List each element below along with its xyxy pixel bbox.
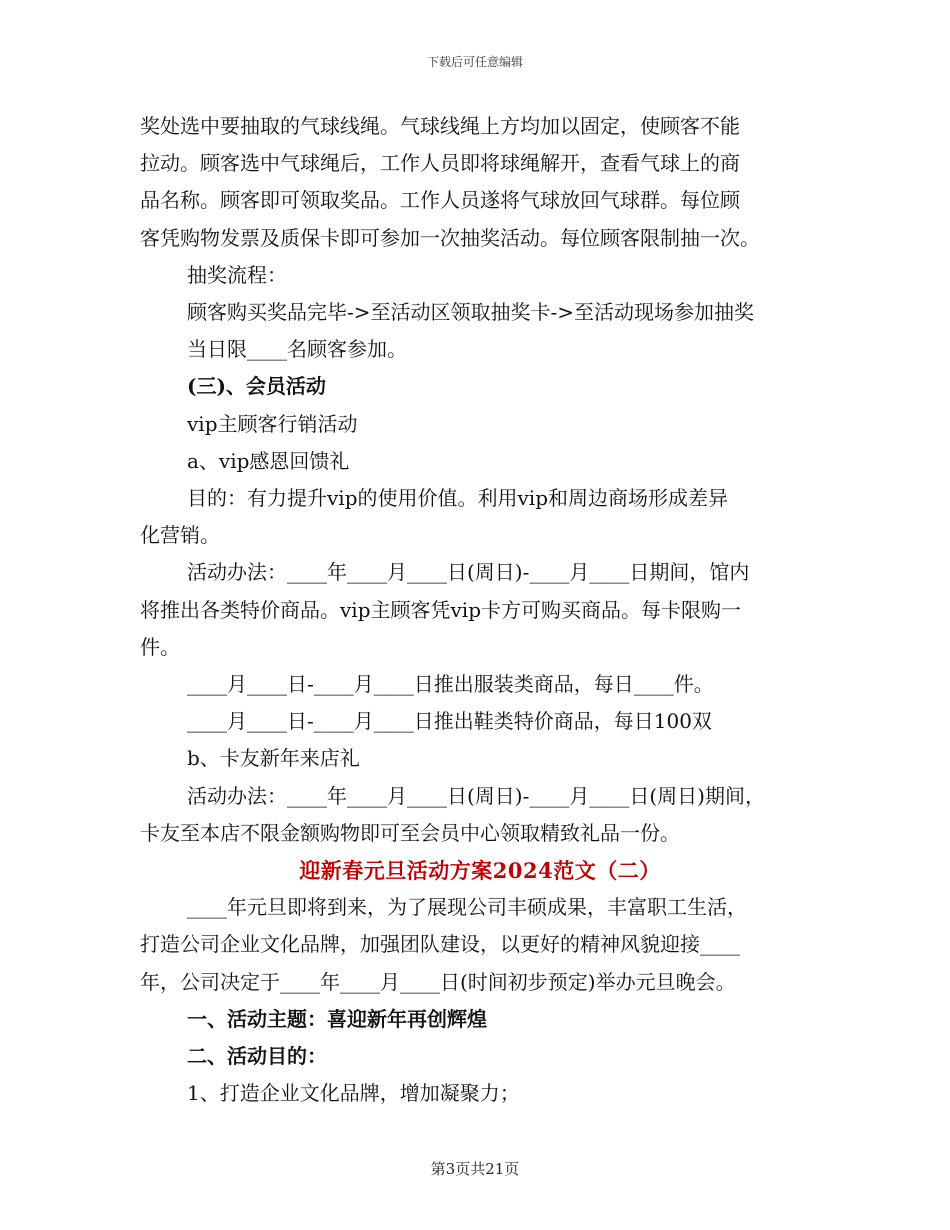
paragraph-line: ____月____日-____月____日推出鞋类特价商品，每日100双 <box>187 709 712 734</box>
paragraph-line: 卡友至本店不限金额购物即可至会员中心领取精致礼品一份。 <box>140 820 680 845</box>
document-title: 迎新春元旦活动方案2024范文（二） <box>299 858 661 884</box>
paragraph-line: 当日限____名顾客参加。 <box>187 337 407 362</box>
paragraph-line: ____年元旦即将到来，为了展现公司丰硕成果，丰富职工生活， <box>187 895 747 920</box>
page-number: 第3页共21页 <box>430 1160 520 1178</box>
paragraph-line: 顾客购买奖品完毕->至活动区领取抽奖卡->至活动现场参加抽奖 <box>187 300 755 325</box>
paragraph-line: 年，公司决定于____年____月____日(时间初步预定)举办元旦晚会。 <box>140 969 736 994</box>
paragraph-line: 件。 <box>140 634 180 659</box>
paragraph-line: 拉动。顾客选中气球绳后，工作人员即将球绳解开，查看气球上的商 <box>140 151 740 176</box>
paragraph-line: 化营销。 <box>140 523 220 548</box>
paragraph-line: 活动办法：____年____月____日(周日)-____月____日期间，馆内 <box>187 560 750 585</box>
section-heading: 二、活动目的： <box>187 1044 327 1069</box>
paragraph-line: 活动办法：____年____月____日(周日)-____月____日(周日)期间， <box>187 783 765 808</box>
paragraph-line: a、vip感恩回馈礼 <box>187 448 350 473</box>
paragraph-line: 目的：有力提升vip的使用价值。利用vip和周边商场形成差异 <box>187 486 728 511</box>
document-body <box>140 108 820 1112</box>
paragraph-line: 抽奖流程： <box>187 262 287 287</box>
paragraph-line: 客凭购物发票及质保卡即可参加一次抽奖活动。每位顾客限制抽一次。 <box>140 225 760 250</box>
page-header-note: 下载后可任意编辑 <box>426 55 523 69</box>
paragraph-line: 品名称。顾客即可领取奖品。工作人员遂将气球放回气球群。每位顾 <box>140 188 740 213</box>
paragraph-line: 奖处选中要抽取的气球线绳。气球线绳上方均加以固定，使顾客不能 <box>140 114 740 138</box>
section-heading: (三)、会员活动 <box>187 374 326 399</box>
paragraph-line: 1、打造企业文化品牌，增加凝聚力； <box>187 1081 520 1106</box>
paragraph-line: ____月____日-____月____日推出服装类商品，每日____件。 <box>187 672 714 697</box>
paragraph-line: b、卡友新年来店礼 <box>187 746 360 771</box>
paragraph-line: 将推出各类特价商品。vip主顾客凭vip卡方可购买商品。每卡限购一 <box>140 597 741 622</box>
paragraph-line: 打造公司企业文化品牌，加强团队建设，以更好的精神风貌迎接____ <box>140 932 740 957</box>
paragraph-line: vip主顾客行销活动 <box>187 411 358 436</box>
section-heading: 一、活动主题：喜迎新年再创辉煌 <box>187 1006 487 1031</box>
